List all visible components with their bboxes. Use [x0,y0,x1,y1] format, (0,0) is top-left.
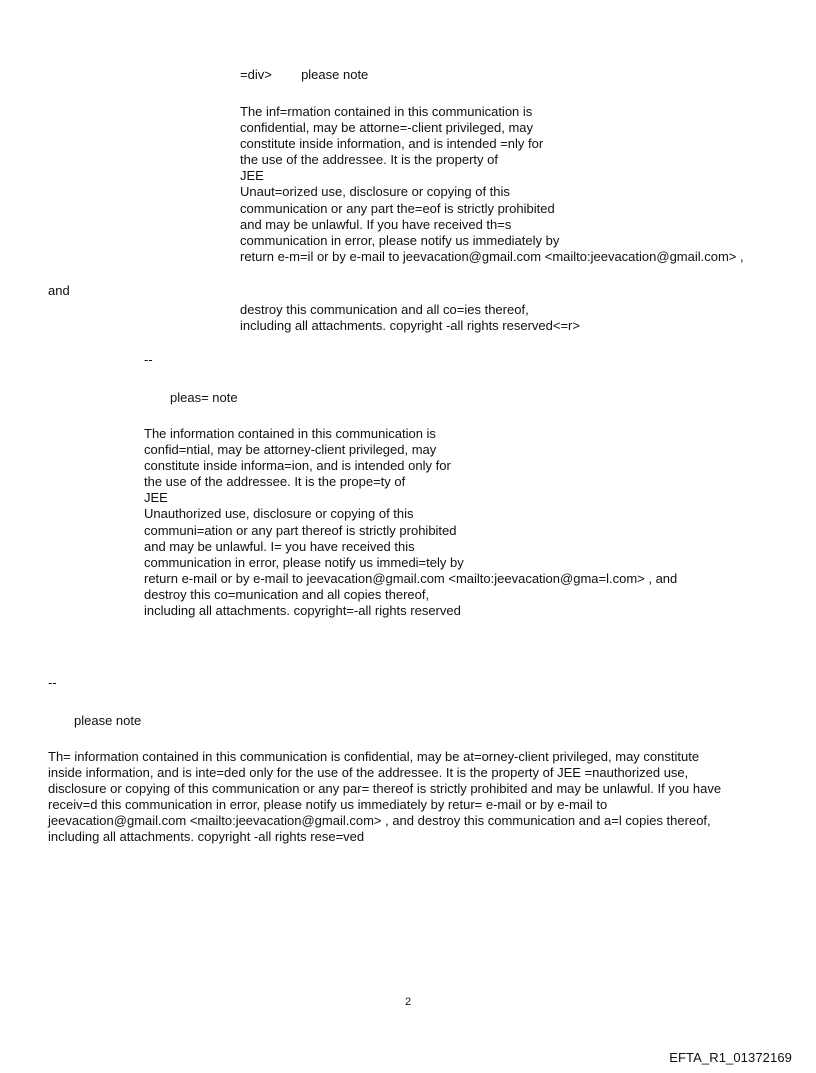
note1-line: the use of the addressee. It is the property of [240,152,498,168]
note2-line: JEE [144,490,168,506]
note2-line: communi=ation or any part thereof is strictly prohibited [144,522,457,538]
note1-header-prefix: =div> [240,67,272,82]
note3-line: Th= information contained in this communication is confidential, may be at=orney-client privileged, may constitute [48,749,700,764]
note2-line: communication in error, please notify us immedi=tely by [144,554,464,570]
note3-line: receiv=d this communication in error, please notify us immediately by retur= e-mail or by e-mail to [48,797,608,813]
note2-line: confid=ntial, may be attorney-client privileged, may [144,442,437,458]
note3-line: inside information, and is inte=ded only for the use of the addressee. It is the property of JEE =nauthorized use, [48,765,689,781]
separator-1: -- [144,352,153,367]
note2-line: and may be unlawful. I= you have received this [144,538,415,554]
note3-body [48,749,721,846]
note2-line: The information contained in this communication is [144,426,436,441]
note1-line: communication or any part the=eof is strictly prohibited [240,200,555,216]
note1-line: constitute inside information, and is intended =nly for [240,136,544,152]
note2-header: pleas= note [170,390,238,405]
note2-line: return e-mail or by e-mail to jeevacation@gmail.com <mailto:jeevacation@gma=l.com> , and [144,570,678,586]
note1-line: and may be unlawful. If you have received th=s [240,216,512,232]
note3-line: including all attachments. copyright -all rights rese=ved [48,829,365,845]
note2-line: Unauthorized use, disclosure or copying of this [144,506,414,522]
note1-line: including all attachments. copyright -all rights reserved<=r> [240,318,580,334]
note1-line: confidential, may be attorne=-client privileged, may [240,120,534,136]
note1-header [240,67,368,83]
page-number: 2 [404,996,412,1008]
note2-body [144,426,677,619]
note1-header-label: please note [301,67,369,82]
separator-2: -- [48,675,57,690]
note2-line: destroy this co=munication and all copies thereof, [144,586,430,602]
note2-line: constitute inside informa=ion, and is intended only for [144,458,451,474]
note2-line: including all attachments. copyright=-all rights reserved [144,603,461,619]
note1-overflow-word: and [48,283,70,298]
note2-line: the use of the addressee. It is the prope=ty of [144,474,406,490]
note1-body [240,104,744,265]
note1-line: destroy this communication and all co=ies thereof, [240,302,529,317]
note3-line: disclosure or copying of this communication or any par= thereof is strictly prohibited and may be unlawful. If you have [48,781,722,797]
document-id: EFTA_R1_01372169 [669,1050,792,1065]
note1-line: The inf=rmation contained in this communication is [240,104,533,119]
note1-line: JEE [240,168,264,184]
note3-line: jeevacation@gmail.com <mailto:jeevacation@gmail.com> , and destroy this communication and a=l copies thereof, [48,813,711,829]
note1-line: return e-m=il or by e-mail to jeevacation@gmail.com <mailto:jeevacation@gmail.com> , [240,248,744,264]
note1-line: Unaut=orized use, disclosure or copying of this [240,184,510,200]
note3-header: please note [74,713,142,728]
note1-body-end [240,302,580,334]
note1-line: communication in error, please notify us immediately by [240,232,560,248]
